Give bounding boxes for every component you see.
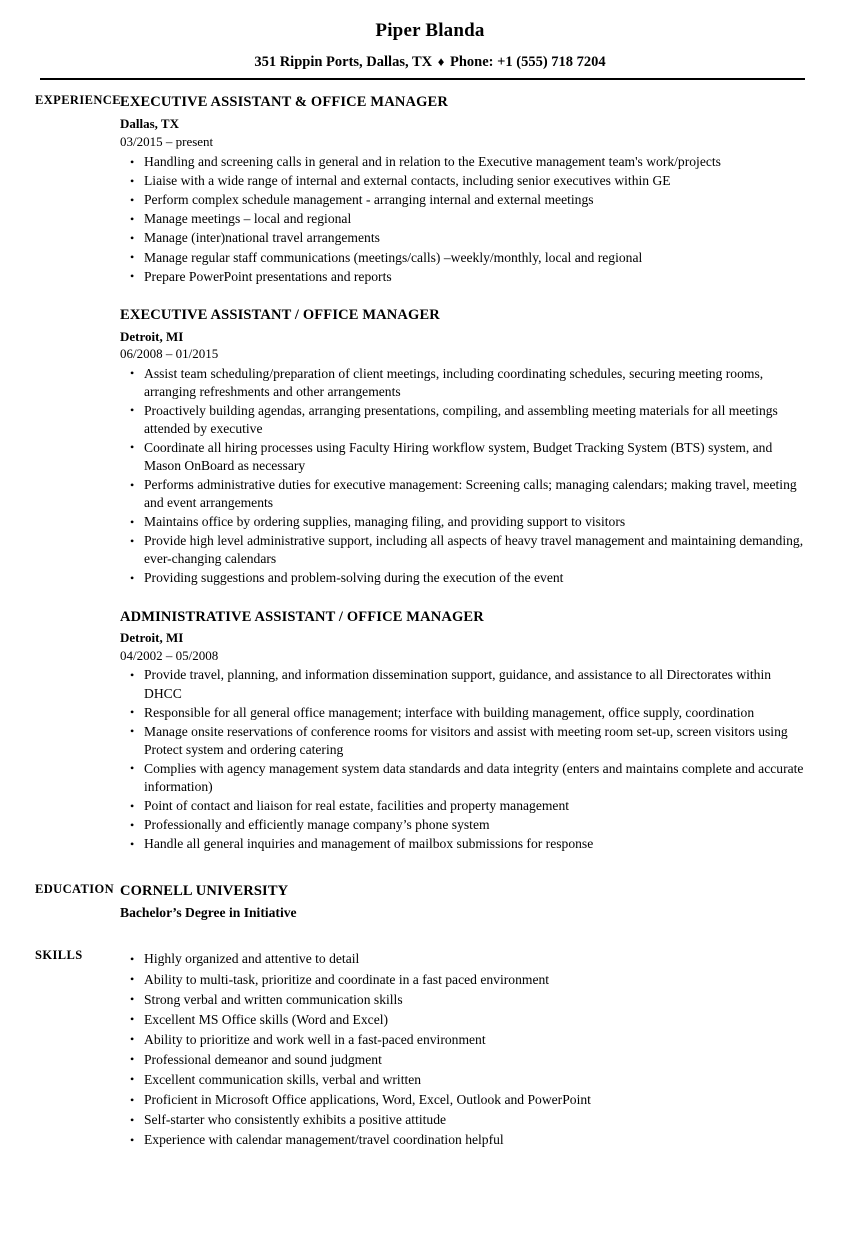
header-divider: [40, 78, 805, 80]
contact-line: [0, 54, 860, 71]
job-bullet: • Point of contact and liaison for real estate, facilities and property management: [120, 797, 808, 815]
skill-bullet: • Proficient in Microsoft Office applications, Word, Excel, Outlook and PowerPoint: [120, 1091, 808, 1109]
job-bullet: • Assist team scheduling/preparation of client meetings, including coordinating schedules, securing meeting rooms, arranging refreshments and other arrangements: [120, 365, 808, 401]
skill-bullet: • Professional demeanor and sound judgment: [120, 1051, 808, 1069]
education-degree: Bachelor’s Degree in Initiative: [120, 905, 297, 921]
job-bullet-list: [120, 153, 808, 286]
job-bullet: • Prepare PowerPoint presentations and reports: [120, 268, 808, 286]
job-bullet: • Manage (inter)national travel arrangements: [120, 229, 808, 247]
job-bullet: • Handle all general inquiries and management of mailbox submissions for response: [120, 835, 808, 853]
skill-bullet: • Highly organized and attentive to detail: [120, 950, 808, 968]
experience-section: [0, 93, 860, 853]
skill-bullet: • Ability to prioritize and work well in a fast-paced environment: [120, 1031, 808, 1049]
candidate-phone: Phone: +1 (555) 718 7204: [450, 53, 606, 70]
experience-entries: [120, 93, 860, 853]
candidate-address: 351 Rippin Ports, Dallas, TX: [254, 53, 433, 70]
job-location: Detroit, MI: [120, 328, 184, 344]
candidate-name: Piper Blanda: [375, 20, 485, 41]
job-title: EXECUTIVE ASSISTANT & OFFICE MANAGER: [120, 94, 448, 111]
job-title: EXECUTIVE ASSISTANT / OFFICE MANAGER: [120, 306, 440, 323]
resume-header: [0, 0, 860, 80]
experience-entry: [120, 608, 808, 854]
diamond-separator-icon: ♦: [437, 53, 445, 69]
job-title: ADMINISTRATIVE ASSISTANT / OFFICE MANAGER: [120, 608, 484, 625]
education-school: CORNELL UNIVERSITY: [120, 883, 289, 900]
job-bullet: • Handling and screening calls in general and in relation to the Executive management team's work/projects: [120, 153, 808, 171]
section-label-education: EDUCATION: [35, 882, 115, 897]
skill-bullet: • Strong verbal and written communication skills: [120, 991, 808, 1009]
job-bullet: • Liaise with a wide range of internal and external contacts, including senior executives within GE: [120, 172, 808, 190]
job-bullet: • Perform complex schedule management - arranging internal and external meetings: [120, 191, 808, 209]
job-dates: 06/2008 – 01/2015: [120, 346, 219, 362]
experience-entry: [120, 306, 808, 588]
section-label-experience: EXPERIENCE: [35, 93, 121, 108]
job-bullet: • Provide high level administrative support, including all aspects of heavy travel management and maintaining demanding, ever-changing calendars: [120, 532, 808, 568]
education-entries: [120, 882, 860, 922]
job-dates: 03/2015 – present: [120, 133, 214, 149]
job-bullet: • Providing suggestions and problem-solving during the execution of the event: [120, 569, 808, 587]
skills-entries: [120, 948, 860, 1149]
job-bullet: • Manage meetings – local and regional: [120, 210, 808, 228]
skill-bullet: • Excellent MS Office skills (Word and Excel): [120, 1011, 808, 1029]
job-bullet: • Responsible for all general office management; interface with building management, office supply, coordination: [120, 704, 808, 722]
skill-bullet: • Experience with calendar management/travel coordination helpful: [120, 1131, 808, 1149]
experience-entry: [120, 93, 808, 285]
skills-section: [0, 948, 860, 1149]
education-section: [0, 882, 860, 922]
job-bullet: • Performs administrative duties for executive management: Screening calls; managing calendars; making travel, meeting and event arrangements: [120, 476, 808, 512]
job-location: Dallas, TX: [120, 116, 179, 132]
skill-bullet: • Self-starter who consistently exhibits a positive attitude: [120, 1111, 808, 1129]
section-label-skills: SKILLS: [35, 948, 83, 963]
job-bullet: • Manage regular staff communications (meetings/calls) –weekly/monthly, local and regional: [120, 249, 808, 267]
job-bullet: • Manage onsite reservations of conference rooms for visitors and assist with meeting room set-up, screen visitors using Protect system and ordering catering: [120, 723, 808, 759]
skill-bullet: • Excellent communication skills, verbal and written: [120, 1071, 808, 1089]
skill-bullet: • Ability to multi-task, prioritize and coordinate in a fast paced environment: [120, 971, 808, 989]
job-bullet: • Proactively building agendas, arranging presentations, compiling, and assembling meeting materials for all meetings attended by executive: [120, 402, 808, 438]
job-bullet-list: [120, 365, 808, 588]
job-bullet-list: [120, 666, 808, 853]
skills-bullet-list: [120, 950, 808, 1149]
job-bullet: • Professionally and efficiently manage company’s phone system: [120, 816, 808, 834]
job-bullet: • Maintains office by ordering supplies, managing filing, and providing support to visitors: [120, 513, 808, 531]
job-dates: 04/2002 – 05/2008: [120, 647, 219, 663]
job-bullet: • Complies with agency management system data standards and data integrity (enters and maintains complete and accurate information): [120, 760, 808, 796]
job-bullet: • Coordinate all hiring processes using Faculty Hiring workflow system, Budget Tracking System (BTS) system, and Mason OnBoard as necessary: [120, 439, 808, 475]
job-location: Detroit, MI: [120, 630, 184, 646]
job-bullet: • Provide travel, planning, and information dissemination support, guidance, and assistance to all Directorates within DHCC: [120, 666, 808, 702]
